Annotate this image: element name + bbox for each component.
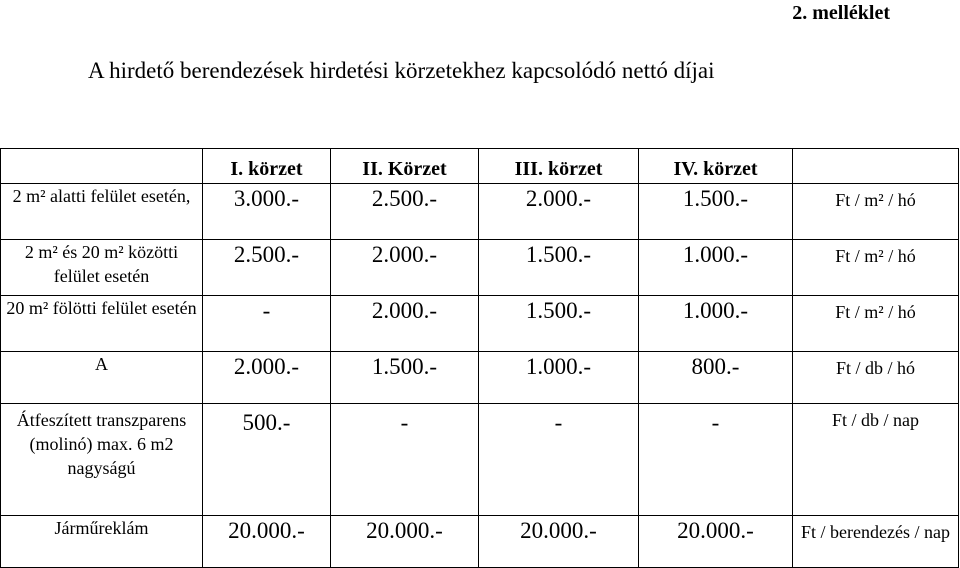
table-row	[1, 516, 959, 568]
fee-zone-3: 1.500.-	[479, 240, 639, 296]
fee-zone-2: 2.500.-	[331, 184, 479, 240]
fee-zone-4: 20.000.-	[639, 516, 793, 568]
annex-label: 2. melléklet	[792, 2, 890, 24]
fee-table	[0, 148, 959, 568]
row-label: 2 m² és 20 m² közötti felület esetén	[1, 240, 203, 296]
table-row	[1, 352, 959, 404]
fee-zone-4: -	[639, 404, 793, 516]
header-cell-unit	[793, 149, 959, 184]
fee-zone-1: 2.500.-	[203, 240, 331, 296]
row-label: Járműreklám	[1, 516, 203, 568]
row-label: A	[1, 352, 203, 404]
fee-zone-1: 3.000.-	[203, 184, 331, 240]
header-cell-blank	[1, 149, 203, 184]
fee-zone-2: 1.500.-	[331, 352, 479, 404]
fee-unit: Ft / m² / hó	[793, 240, 959, 296]
fee-zone-2: 20.000.-	[331, 516, 479, 568]
fee-zone-4: 1.500.-	[639, 184, 793, 240]
table-row	[1, 184, 959, 240]
fee-zone-3: 1.000.-	[479, 352, 639, 404]
fee-zone-2: -	[331, 404, 479, 516]
header-zone-4: IV. körzet	[639, 149, 793, 184]
table-row	[1, 404, 959, 516]
fee-zone-3: -	[479, 404, 639, 516]
header-zone-1: I. körzet	[203, 149, 331, 184]
table-header-row	[1, 149, 959, 184]
fee-zone-1: 2.000.-	[203, 352, 331, 404]
fee-zone-3: 1.500.-	[479, 296, 639, 352]
fee-zone-3: 20.000.-	[479, 516, 639, 568]
fee-unit: Ft / db / hó	[793, 352, 959, 404]
fee-zone-1: 500.-	[203, 404, 331, 516]
header-zone-2: II. Körzet	[331, 149, 479, 184]
fee-zone-4: 1.000.-	[639, 296, 793, 352]
fee-zone-1: 20.000.-	[203, 516, 331, 568]
table-row	[1, 296, 959, 352]
fee-unit: Ft / berendezés / nap	[793, 516, 959, 568]
fee-zone-4: 1.000.-	[639, 240, 793, 296]
row-label: 20 m² fölötti felület esetén	[1, 296, 203, 352]
row-label: Átfeszített transzparens (molinó) max. 6 m2 nagyságú	[1, 404, 203, 516]
fee-zone-1: -	[203, 296, 331, 352]
fee-zone-3: 2.000.-	[479, 184, 639, 240]
fee-zone-2: 2.000.-	[331, 296, 479, 352]
fee-unit: Ft / db / nap	[793, 404, 959, 516]
header-zone-3: III. körzet	[479, 149, 639, 184]
fee-zone-4: 800.-	[639, 352, 793, 404]
row-label: 2 m² alatti felület esetén,	[1, 184, 203, 240]
fee-unit: Ft / m² / hó	[793, 296, 959, 352]
table-row	[1, 240, 959, 296]
fee-zone-2: 2.000.-	[331, 240, 479, 296]
document-title: A hirdető berendezések hirdetési körzetekhez kapcsolódó nettó díjai	[88, 58, 715, 83]
fee-unit: Ft / m² / hó	[793, 184, 959, 240]
